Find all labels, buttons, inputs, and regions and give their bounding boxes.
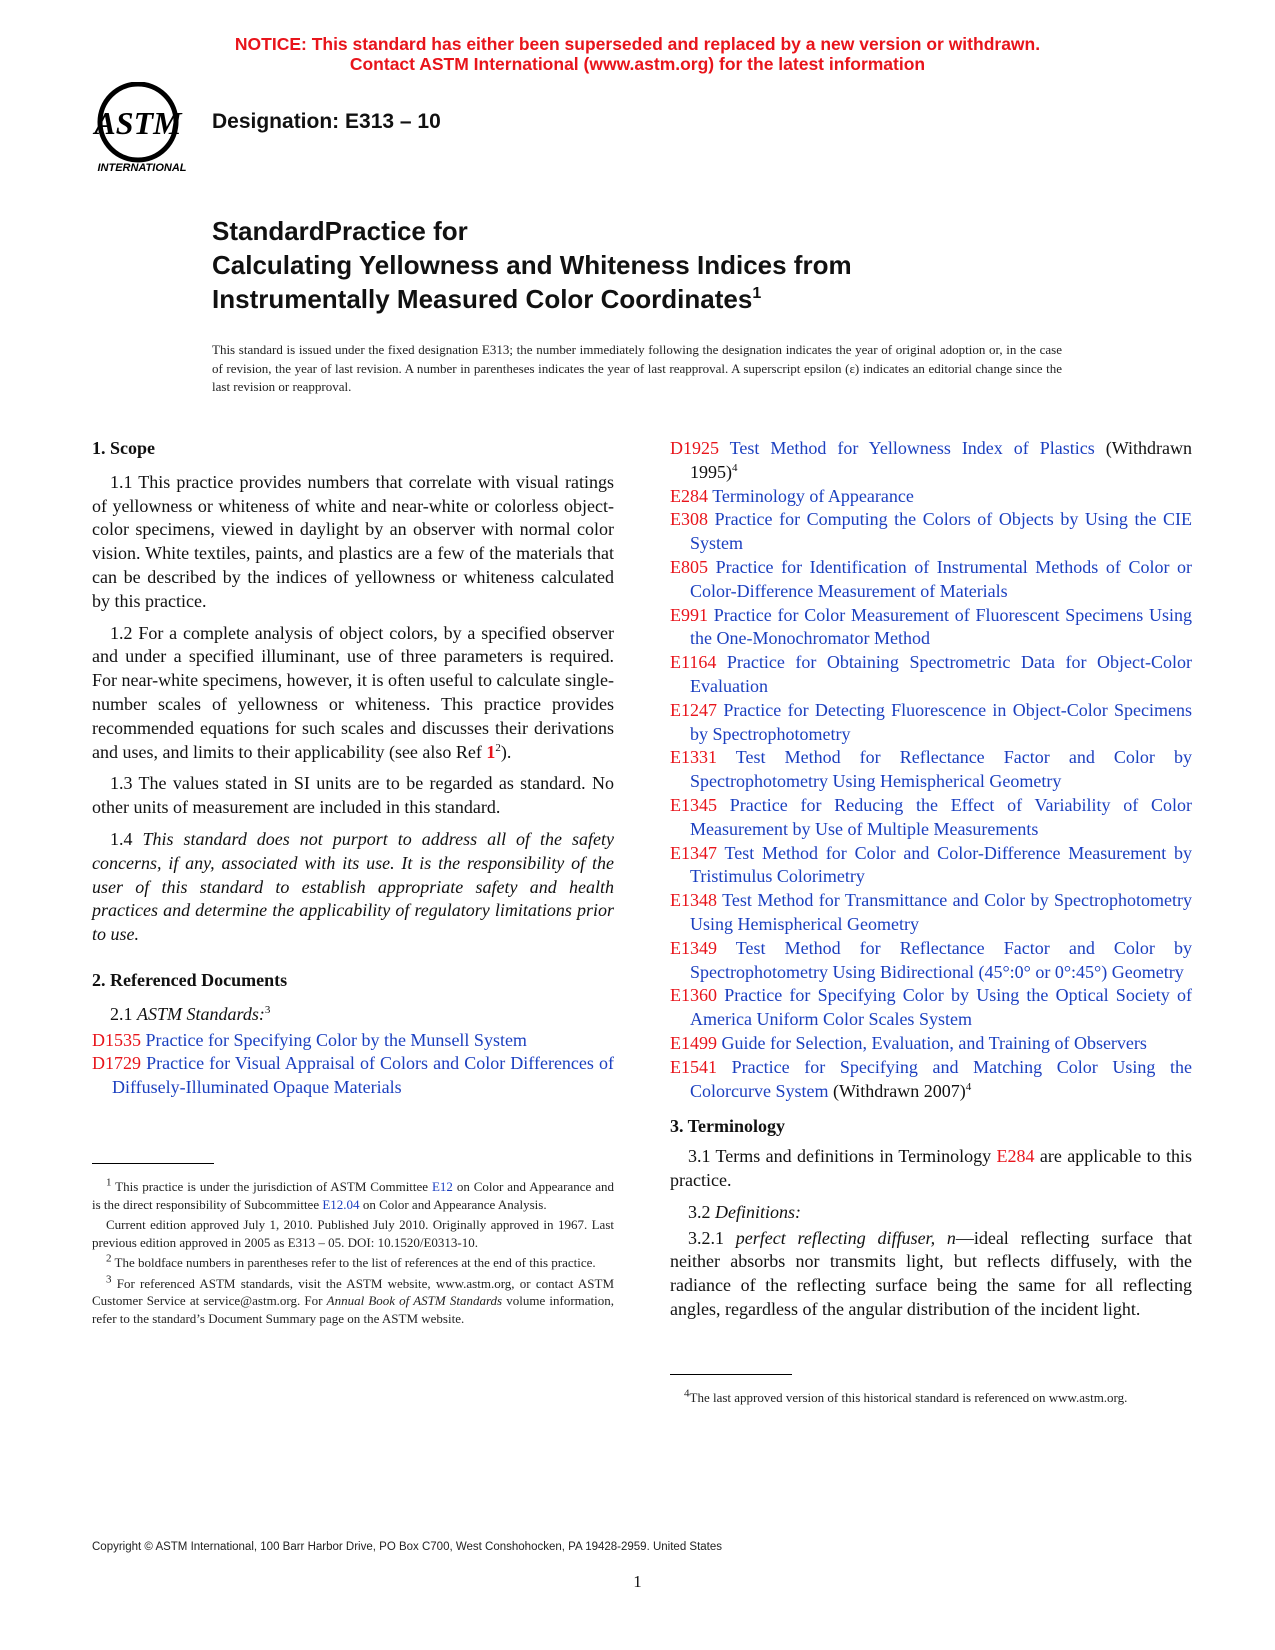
standard-code-link[interactable]: E1348 bbox=[670, 890, 717, 911]
footnote-4: $^4$The last approved version of this historical standard is referenced on www.astm.org. bbox=[684, 1387, 1128, 1405]
standard-title-link[interactable]: Practice for Visual Appraisal of Colors and Color Differences of Diffusely-Illuminated Opaque Materials bbox=[112, 1053, 614, 1098]
title-line-2: Calculating Yellowness and Whiteness Indices from bbox=[212, 250, 852, 280]
standard-code-link[interactable]: E1247 bbox=[670, 699, 717, 720]
standard-title-link[interactable]: Practice for Reducing the Effect of Variability of Color Measurement by Use of Multiple Measurements bbox=[690, 794, 1193, 839]
referenced-standard-e1347 bbox=[670, 842, 1192, 890]
standard-code-link[interactable]: D1535 bbox=[92, 1029, 141, 1050]
referenced-standard-e1349 bbox=[670, 937, 1192, 985]
terminology-e284-link[interactable]: E284 bbox=[996, 1146, 1035, 1167]
scope-heading: 1. Scope bbox=[92, 438, 155, 458]
referenced-standard-e1247 bbox=[670, 699, 1192, 747]
referenced-standard-e1345 bbox=[670, 794, 1192, 842]
withdrawn-note: (Withdrawn 1995) bbox=[690, 438, 1192, 482]
standard-title-link[interactable]: Practice for Color Measurement of Fluorescent Specimens Using the One-Monochromator Method bbox=[690, 604, 1192, 649]
standard-code-link[interactable]: E1164 bbox=[670, 652, 717, 673]
footnote-3: $^3$ For referenced ASTM standards, visit the ASTM website, www.astm.org, or contact ASTM Customer Service at service@astm.org. For Annual Book of ASTM Standards volume information, refer to the standard’s Document Summary page on the ASTM website. bbox=[92, 1273, 614, 1326]
standard-code-link[interactable]: E1345 bbox=[670, 794, 717, 815]
referenced-standard-e1348 bbox=[670, 889, 1192, 937]
standard-title-link[interactable]: Practice for Identification of Instrumental Methods of Color or Color-Difference Measurement of Materials bbox=[690, 556, 1193, 601]
standard-title-link[interactable]: Practice for Specifying and Matching Color Using the Colorcurve System bbox=[690, 1056, 1192, 1101]
referenced-standard-e308 bbox=[670, 508, 1192, 556]
referenced-documents-heading: 2. Referenced Documents bbox=[92, 969, 288, 990]
right-column bbox=[670, 437, 1193, 1405]
issue-note: This standard is issued under the fixed designation E313; the number immediately following the designation indicates the year of original adoption or, in the case of revision, the year of last revision. A number in parentheses indicates the year of last reapproval. A superscript epsilon (ε) indicates an editorial change since the last revision or reapproval. bbox=[212, 342, 1062, 394]
committee-link[interactable]: E12 bbox=[431, 1179, 453, 1194]
standard-code-link[interactable]: E1331 bbox=[670, 747, 717, 768]
astm-logo bbox=[92, 82, 200, 178]
notice-line-2: Contact ASTM International (www.astm.org) for the latest information bbox=[349, 54, 926, 74]
logo-subtext: INTERNATIONAL bbox=[97, 162, 187, 174]
standard-title-link[interactable]: Practice for Specifying Color by the Munsell System bbox=[145, 1029, 527, 1050]
scope-1-1: 1.1 This practice provides numbers that correlate with visual ratings of yellowness or whiteness of white and near-white or colorless object-color specimens, viewed in daylight by an observer with normal color vision. White textiles, paints, and plastics are a few of the materials that can be described by the indices of yellowness or whiteness calculated by this practice. bbox=[92, 471, 614, 611]
terminology-3-2-1: 3.2.1 perfect reflecting diffuser, n—ideal reflecting surface that neither absorbs nor transmits light, but reflects diffusely, with the radiance of the reflecting surface being the same for all reflecting angles, regardless of the angular distribution of the incident light. bbox=[670, 1227, 1192, 1319]
standard-title-link[interactable]: Test Method for Transmittance and Color by Spectrophotometry Using Hemispherical Geometry bbox=[690, 890, 1192, 934]
referenced-list-right bbox=[670, 437, 1192, 1103]
referenced-standard-e1360 bbox=[670, 984, 1192, 1032]
terminology-3-2: 3.2 Definitions: bbox=[688, 1201, 801, 1222]
copyright-line: Copyright © ASTM International, 100 Barr Harbor Drive, PO Box C700, West Conshohocken, PA 19428-2959. United States bbox=[92, 1541, 723, 1553]
referenced-standard-e1541 bbox=[670, 1056, 1192, 1104]
standard-title-link[interactable]: Test Method for Yellowness Index of Plastics bbox=[729, 438, 1095, 458]
footnote-mark: 4 bbox=[732, 461, 738, 474]
footnote-divider bbox=[92, 1163, 214, 1164]
designation: Designation: E313 – 10 bbox=[212, 110, 441, 133]
standard-code-link[interactable]: D1925 bbox=[670, 438, 719, 458]
standard-code-link[interactable]: D1729 bbox=[92, 1053, 141, 1074]
referenced-standard-e1164 bbox=[670, 651, 1192, 699]
referenced-standard-e1499 bbox=[670, 1032, 1192, 1056]
page-number: 1 bbox=[633, 1572, 642, 1591]
standard-code-link[interactable]: E1347 bbox=[670, 842, 717, 863]
footnote-1: $^1$ This practice is under the jurisdiction of ASTM Committee E12 on Color and Appearance and is the direct responsibility of Subcommittee E12.04 on Color and Appearance Analysis. bbox=[92, 1176, 614, 1212]
scope-1-2: 1.2 For a complete analysis of object colors, by a specified observer and under a specified illuminant, use of three parameters is required. For near-white specimens, however, it is often useful to calculate single-number scales of yellowness or whiteness. This practice provides recommended equations for such scales and discusses their derivations and uses, and limits to their applicability (see also Ref $1^2$). bbox=[92, 622, 614, 762]
subcommittee-link[interactable]: E12.04 bbox=[322, 1196, 360, 1212]
standard-code-link[interactable]: E308 bbox=[670, 509, 708, 530]
referenced-standard-e805 bbox=[670, 556, 1192, 604]
standard-code-link[interactable]: E805 bbox=[670, 556, 708, 577]
referenced-list-left bbox=[92, 1029, 614, 1100]
referenced-standard-e991 bbox=[670, 604, 1192, 652]
standard-title-link[interactable]: Practice for Specifying Color by Using the Optical Society of America Uniform Color Scales System bbox=[690, 985, 1193, 1030]
referenced-standard-d1925 bbox=[670, 437, 1192, 485]
footnote-mark: 4 bbox=[965, 1080, 972, 1093]
standard-title-link[interactable]: Practice for Obtaining Spectrometric Data for Object-Color Evaluation bbox=[690, 652, 1192, 696]
referenced-standard-d1535 bbox=[92, 1029, 614, 1053]
standard-code-link[interactable]: E1499 bbox=[670, 1032, 717, 1053]
logo-text: ASTM bbox=[94, 105, 182, 141]
standard-title-link[interactable]: Terminology of Appearance bbox=[712, 485, 914, 506]
referenced-standard-d1729 bbox=[92, 1052, 614, 1100]
standard-title-link[interactable]: Guide for Selection, Evaluation, and Training of Observers bbox=[721, 1032, 1147, 1053]
scope-1-4: 1.4 This standard does not purport to address all of the safety concerns, if any, associated with its use. It is the responsibility of the user of this standard to establish appropriate safety and health practices and determine the applicability of regulatory limitations prior to use. bbox=[92, 828, 614, 945]
footnote-divider-right bbox=[670, 1374, 792, 1375]
standard-title-link[interactable]: Test Method for Reflectance Factor and Color by Spectrophotometry Using Hemispherical Geometry bbox=[690, 747, 1192, 792]
document-title bbox=[212, 214, 1162, 316]
supersession-notice bbox=[0, 34, 1275, 74]
standard-title-link[interactable]: Test Method for Color and Color-Difference Measurement by Tristimulus Colorimetry bbox=[690, 842, 1192, 887]
referenced-standard-e284 bbox=[670, 485, 1192, 509]
standard-code-link[interactable]: E1360 bbox=[670, 985, 717, 1006]
footnote-1-edition: Current edition approved July 1, 2010. Published July 2010. Originally approved in 1967. Last previous edition approved in 2005 as E313 – 05. DOI: 10.1520/E0313-10. bbox=[92, 1217, 614, 1250]
terminology-heading: 3. Terminology bbox=[670, 1116, 786, 1137]
notice-line-1: NOTICE: This standard has either been superseded and replaced by a new version or withdrawn. bbox=[234, 34, 1041, 54]
astm-standards-subheading: 2.1 ASTM Standards:$^3$ bbox=[110, 1003, 271, 1024]
title-footnote-mark[interactable]: 1 bbox=[752, 285, 762, 302]
standard-code-link[interactable]: E284 bbox=[670, 485, 708, 506]
scope-1-3: 1.3 The values stated in SI units are to be regarded as standard. No other units of measurement are included in this standard. bbox=[92, 773, 614, 818]
standard-code-link[interactable]: E991 bbox=[670, 604, 708, 625]
standard-title-link[interactable]: Test Method for Reflectance Factor and Color by Spectrophotometry Using Bidirectional (45°:0° or 0°:45°) Geometry bbox=[690, 937, 1192, 982]
terminology-3-1: 3.1 Terms and definitions in Terminology E284 are applicable to this practice. bbox=[670, 1146, 1192, 1190]
left-column bbox=[92, 437, 614, 1326]
standard-code-link[interactable]: E1349 bbox=[670, 937, 717, 958]
standard-code-link[interactable]: E1541 bbox=[670, 1056, 717, 1077]
referenced-standard-e1331 bbox=[670, 746, 1192, 794]
footnote-2: $^2$ The boldface numbers in parentheses refer to the list of references at the end of this practice. bbox=[106, 1252, 596, 1270]
footnotes-right bbox=[670, 1389, 1192, 1407]
footnotes-left bbox=[92, 1178, 614, 1327]
title-line-1: StandardPractice for bbox=[212, 216, 468, 246]
withdrawn-note: (Withdrawn 2007) bbox=[828, 1080, 966, 1101]
standard-title-link[interactable]: Practice for Computing the Colors of Objects by Using the CIE System bbox=[690, 509, 1192, 554]
title-line-3: Instrumentally Measured Color Coordinates$^1$ bbox=[212, 284, 762, 314]
ref-link-1[interactable]: 1 bbox=[486, 741, 496, 762]
standard-title-link[interactable]: Practice for Detecting Fluorescence in Object-Color Specimens by Spectrophotometry bbox=[690, 699, 1193, 744]
